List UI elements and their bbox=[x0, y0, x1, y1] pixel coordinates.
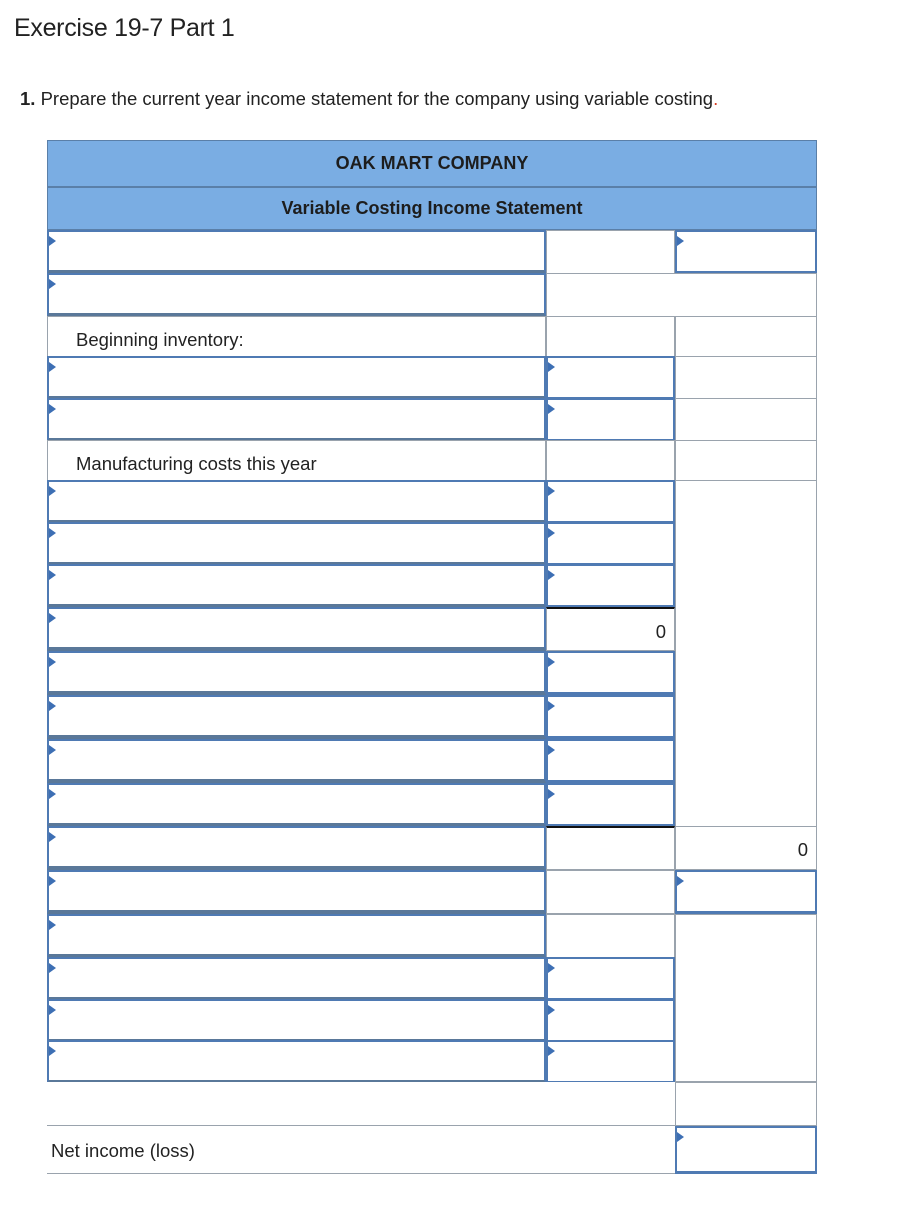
dropdown-marker-icon bbox=[548, 701, 555, 711]
table-row bbox=[47, 999, 817, 1043]
amount-cell bbox=[675, 356, 817, 400]
amount-cell bbox=[675, 440, 817, 484]
dropdown-marker-icon bbox=[548, 362, 555, 372]
manufacturing-costs-label: Manufacturing costs this year bbox=[76, 453, 317, 474]
label-cell bbox=[47, 316, 546, 360]
dropdown-marker-icon bbox=[677, 236, 684, 246]
table-row bbox=[47, 739, 817, 783]
dropdown-marker-icon bbox=[49, 963, 56, 973]
line-item-input[interactable] bbox=[47, 870, 546, 914]
dropdown-marker-icon bbox=[49, 920, 56, 930]
amount-input[interactable] bbox=[546, 695, 675, 739]
instruction-text: Prepare the current year income statement for the company using variable costing bbox=[35, 88, 714, 109]
amount-input[interactable] bbox=[546, 480, 675, 524]
table-row bbox=[47, 783, 817, 827]
dropdown-marker-icon bbox=[548, 1046, 555, 1056]
subtotal-value: 0 bbox=[655, 621, 666, 642]
line-item-input[interactable] bbox=[47, 651, 546, 695]
table-row bbox=[47, 826, 817, 870]
table-row bbox=[47, 1126, 817, 1174]
table-row bbox=[47, 651, 817, 695]
beginning-inventory-label: Beginning inventory: bbox=[76, 329, 244, 350]
company-header: OAK MART COMPANY bbox=[47, 140, 817, 187]
dropdown-marker-icon bbox=[49, 404, 56, 414]
dropdown-marker-icon bbox=[49, 745, 56, 755]
dropdown-marker-icon bbox=[49, 832, 56, 842]
amount-input[interactable] bbox=[546, 957, 675, 1001]
table-row bbox=[47, 440, 817, 484]
dropdown-marker-icon bbox=[548, 486, 555, 496]
amount-input[interactable] bbox=[546, 356, 675, 400]
instruction-number: 1. bbox=[20, 88, 36, 109]
label-cell bbox=[47, 440, 546, 484]
dropdown-marker-icon bbox=[548, 528, 555, 538]
table-row bbox=[47, 1082, 817, 1126]
dropdown-marker-icon bbox=[548, 1005, 555, 1015]
dropdown-marker-icon bbox=[49, 701, 56, 711]
table-row bbox=[47, 398, 817, 442]
line-item-input[interactable] bbox=[47, 398, 546, 442]
dropdown-marker-icon bbox=[677, 876, 684, 886]
dropdown-marker-icon bbox=[49, 528, 56, 538]
table-row bbox=[47, 607, 817, 651]
dropdown-marker-icon bbox=[49, 279, 56, 289]
dropdown-marker-icon bbox=[548, 963, 555, 973]
table-row bbox=[47, 1040, 817, 1084]
total-input[interactable] bbox=[675, 230, 817, 274]
table-row bbox=[47, 522, 817, 566]
dropdown-marker-icon bbox=[49, 876, 56, 886]
amount-cell bbox=[675, 1082, 817, 1126]
total-input[interactable] bbox=[675, 870, 817, 914]
line-item-input[interactable] bbox=[47, 957, 546, 1001]
dropdown-marker-icon bbox=[548, 789, 555, 799]
table-row bbox=[47, 480, 817, 524]
line-item-input[interactable] bbox=[47, 783, 546, 827]
table-row bbox=[47, 273, 817, 317]
subtotal-value: 0 bbox=[797, 839, 808, 860]
table-row bbox=[47, 356, 817, 400]
table-row bbox=[47, 695, 817, 739]
line-item-input[interactable] bbox=[47, 480, 546, 524]
dropdown-marker-icon bbox=[49, 1005, 56, 1015]
income-statement-table bbox=[47, 140, 817, 1176]
amount-input[interactable] bbox=[546, 783, 675, 827]
dropdown-marker-icon bbox=[49, 789, 56, 799]
table-row bbox=[47, 316, 817, 360]
dropdown-marker-icon bbox=[49, 657, 56, 667]
amount-cell bbox=[546, 230, 675, 274]
line-item-input[interactable] bbox=[47, 356, 546, 400]
net-income-input[interactable] bbox=[675, 1126, 817, 1174]
label-cell bbox=[47, 1126, 675, 1174]
statement-title: Variable Costing Income Statement bbox=[47, 187, 817, 230]
dropdown-marker-icon bbox=[49, 1046, 56, 1056]
subtotal-cell bbox=[546, 607, 675, 651]
amount-input[interactable] bbox=[546, 564, 675, 608]
amount-input[interactable] bbox=[546, 651, 675, 695]
amount-cell bbox=[675, 316, 817, 360]
dropdown-marker-icon bbox=[548, 570, 555, 580]
amount-cell bbox=[546, 826, 675, 870]
amount-cell bbox=[546, 870, 675, 914]
dropdown-marker-icon bbox=[49, 486, 56, 496]
line-item-input[interactable] bbox=[47, 273, 546, 317]
dropdown-marker-icon bbox=[548, 745, 555, 755]
amount-cell bbox=[546, 316, 675, 360]
page-title: Exercise 19-7 Part 1 bbox=[14, 14, 235, 42]
line-item-input[interactable] bbox=[47, 999, 546, 1043]
table-row bbox=[47, 564, 817, 608]
net-income-label: Net income (loss) bbox=[51, 1140, 195, 1161]
subtotal-cell bbox=[675, 826, 817, 870]
dropdown-marker-icon bbox=[49, 362, 56, 372]
table-row bbox=[47, 957, 817, 1001]
line-item-input[interactable] bbox=[47, 739, 546, 783]
dropdown-marker-icon bbox=[677, 1132, 684, 1142]
line-item-input[interactable] bbox=[47, 607, 546, 651]
instruction bbox=[20, 88, 718, 110]
amount-input[interactable] bbox=[546, 1040, 675, 1084]
line-item-input[interactable] bbox=[47, 826, 546, 870]
dropdown-marker-icon bbox=[49, 570, 56, 580]
line-item-input[interactable] bbox=[47, 1040, 546, 1084]
amount-cell bbox=[546, 440, 675, 484]
blank-cell bbox=[47, 1082, 675, 1126]
dropdown-marker-icon bbox=[49, 236, 56, 246]
amount-cell bbox=[546, 273, 817, 317]
line-item-input[interactable] bbox=[47, 522, 546, 566]
dropdown-marker-icon bbox=[548, 657, 555, 667]
dropdown-marker-icon bbox=[548, 404, 555, 414]
amount-cell bbox=[546, 914, 675, 958]
table-row bbox=[47, 230, 817, 274]
amount-input[interactable] bbox=[546, 739, 675, 783]
line-item-input[interactable] bbox=[47, 564, 546, 608]
line-item-input[interactable] bbox=[47, 230, 546, 274]
instruction-dot: . bbox=[713, 88, 719, 109]
amount-input[interactable] bbox=[546, 522, 675, 566]
amount-cell bbox=[675, 398, 817, 442]
line-item-input[interactable] bbox=[47, 695, 546, 739]
line-item-input[interactable] bbox=[47, 914, 546, 958]
amount-input[interactable] bbox=[546, 398, 675, 442]
table-row bbox=[47, 870, 817, 914]
dropdown-marker-icon bbox=[49, 613, 56, 623]
amount-input[interactable] bbox=[546, 999, 675, 1043]
